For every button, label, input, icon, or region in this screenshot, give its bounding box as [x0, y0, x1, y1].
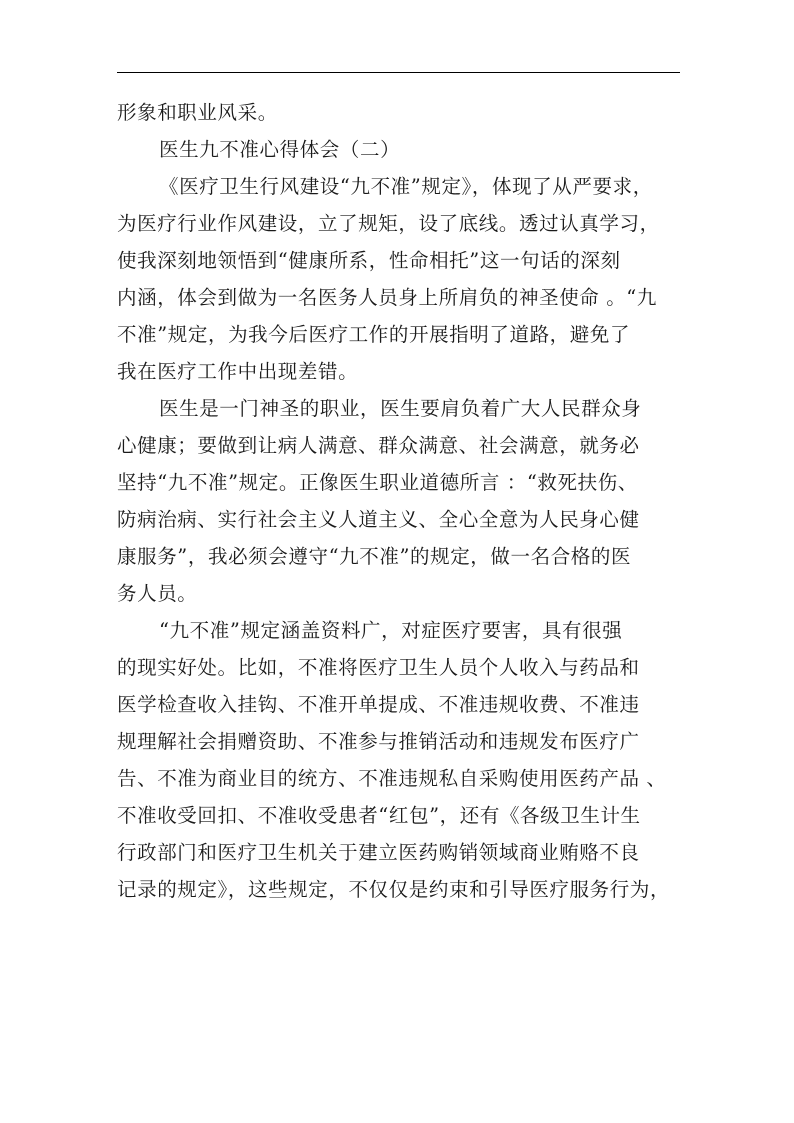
paragraph-line: 行政部门和医疗卫生机关于建立医药购销领域商业贿赂不良: [117, 841, 640, 864]
paragraph-line: 我在医疗工作中出现差错。: [117, 360, 359, 383]
paragraph-line: 为医疗行业作风建设，立了规矩，设了底线。透过认真学习，: [117, 212, 660, 235]
paragraph-line: 不准”规定，为我今后医疗工作的开展指明了道路，避免了: [117, 323, 631, 346]
paragraph-line: 坚持“九不准”规定。正像医生职业道德所言 ：“救死扶伤、: [117, 471, 638, 494]
section-title: 医生九不准心得体会（二）: [159, 138, 401, 161]
paragraph-line: 使我深刻地领悟到“健康所系，性命相托”这一句话的深刻: [117, 249, 621, 272]
paragraph-line: “九不准”规定涵盖资料广，对症医疗要害，具有很强: [159, 619, 623, 642]
paragraph-line: 的现实好处。比如，不准将医疗卫生人员个人收入与药品和: [117, 656, 640, 679]
paragraph-line: 防病治病、实行社会主义人道主义、全心全意为人民身心健: [117, 508, 640, 531]
paragraph-line: 务人员。: [117, 582, 198, 605]
header-rule: [117, 72, 680, 73]
paragraph-line: 形象和职业风采。: [117, 101, 278, 124]
paragraph-line: 告、不准为商业目的统方、不准违规私自采购使用医药产品 、: [117, 767, 667, 790]
paragraph-line: 规理解社会捐赠资助、不准参与推销活动和违规发布医疗广: [117, 730, 640, 753]
paragraph-line: 医生是一门神圣的职业，医生要肩负着广大人民群众身: [159, 397, 642, 420]
paragraph-line: 记录的规定》，这些规定，不仅仅是约束和引导医疗服务行为，: [117, 878, 671, 901]
paragraph-line: 康服务”，我必须会遵守“九不准”的规定，做一名合格的医: [117, 545, 632, 568]
document-body: [117, 94, 682, 908]
paragraph-line: 医学检查收入挂钩、不准开单提成、不准违规收费、不准违: [117, 693, 640, 716]
paragraph-line: 《医疗卫生行风建设“九不准”规定》，体现了从严要求，: [159, 175, 653, 198]
paragraph-line: 内涵，体会到做为一名医务人员身上所肩负的神圣使命 。“九: [117, 286, 657, 309]
paragraph-line: 不准收受回扣、不准收受患者“红包”，还有《各级卫生计生: [117, 804, 641, 827]
paragraph-line: 心健康；要做到让病人满意、群众满意、社会满意，就务必: [117, 434, 640, 457]
